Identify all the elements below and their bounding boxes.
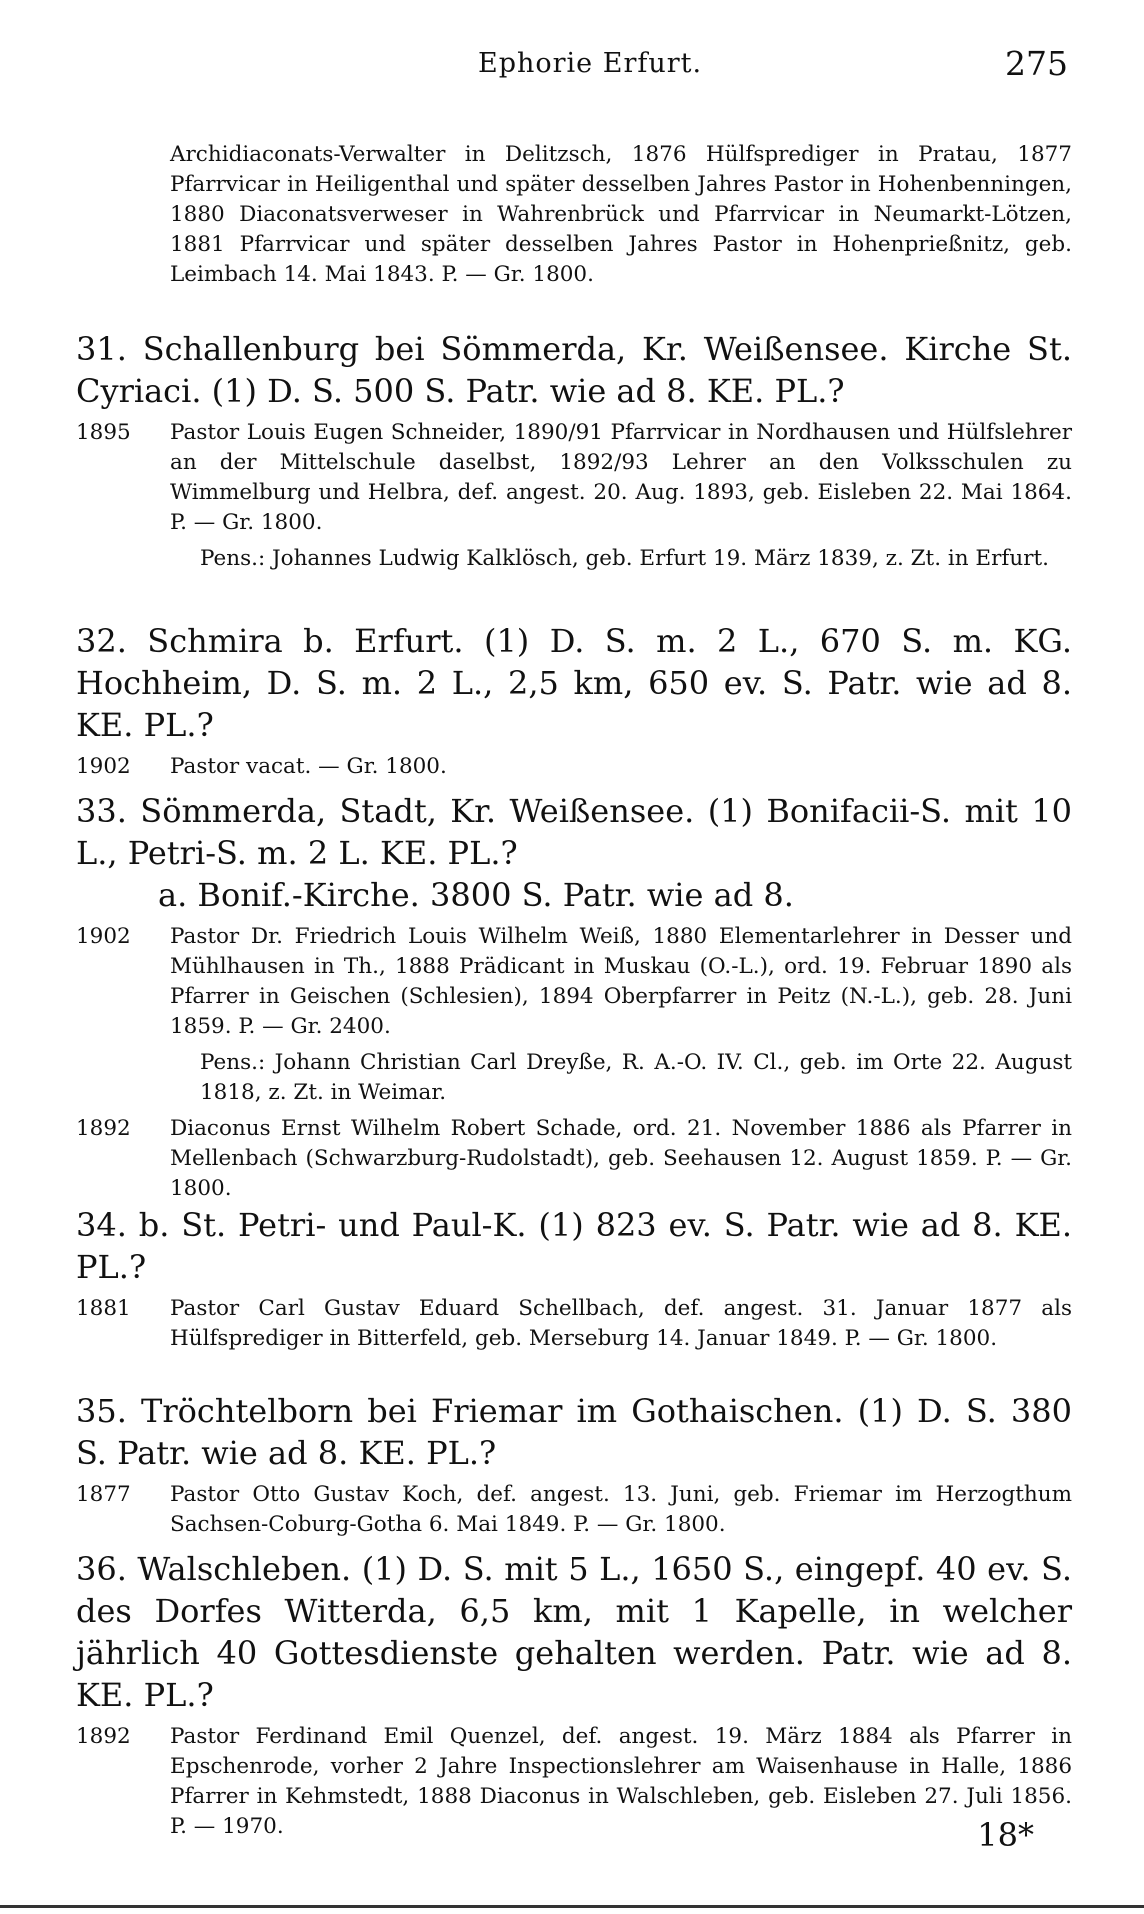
section-33-entry-2: 1892 Diaconus Ernst Wilhelm Robert Schade, ord. 21. November 1886 als Pfarrer in Mellenbach (Schwarzburg-Rudolstadt), geb. Seehausen 12. August 1859. P. — Gr. 1800. [76, 1116, 1072, 1201]
section-35-entry: 1877 Pastor Otto Gustav Koch, def. angest. 13. Juni, geb. Friemar im Herzogthum Sachsen-Coburg-Gotha 6. Mai 1849. P. — Gr. 1800. [76, 1482, 1072, 1537]
section-31-pensioner: Pens.: Johannes Ludwig Kalklösch, geb. Erfurt 19. März 1839, z. Zt. in Erfurt. [200, 546, 1049, 571]
section-33-entry-1: 1902 Pastor Dr. Friedrich Louis Wilhelm Weiß, 1880 Elementarlehrer in Desser und Mühlhausen in Th., 1888 Prädicant in Muskau (O.-L.), ord. 19. Februar 1890 als Pfarrer in Geischen (Schlesien), 1894 Oberpfarrer in Peitz (N.-L.), geb. 28. Juni 1859. P. — Gr. 2400. [76, 924, 1072, 1039]
section-35-heading: 35. Tröchtelborn bei Friemar im Gothaischen. (1) D. S. 380 S. Patr. wie ad 8. KE. PL.? [76, 1392, 1072, 1472]
section-33-pensioner: Pens.: Johann Christian Carl Dreyße, R. A.-O. IV. Cl., geb. im Orte 22. August 1818, z. Zt. in Weimar. [200, 1050, 1072, 1105]
section-31 [76, 328, 1072, 574]
running-head: Ephorie Erfurt. [478, 48, 703, 79]
section-32 [76, 620, 1072, 782]
section-36-entry: 1892 Pastor Ferdinand Emil Quenzel, def. angest. 19. März 1884 als Pfarrer in Epschenrode, vorher 2 Jahre Inspectionslehrer am Waisenhause in Halle, 1886 Pfarrer in Kehmstedt, 1888 Diaconus in Walschleben, geb. Eisleben 27. Juli 1856. P. — 1970. [76, 1724, 1072, 1839]
entry-year: 1902 [76, 754, 131, 779]
section-32-heading: 32. Schmira b. Erfurt. (1) D. S. m. 2 L., 670 S. m. KG. Hochheim, D. S. m. 2 L., 2,5 km, 650 ev. S. Patr. wie ad 8. KE. PL.? [76, 622, 1072, 744]
printer-signature: 18* [977, 1816, 1034, 1854]
section-31-heading: 31. Schallenburg bei Sömmerda, Kr. Weißensee. Kirche St. Cyriaci. (1) D. S. 500 S. Patr. wie ad 8. KE. PL.? [76, 330, 1072, 410]
section-34 [76, 1204, 1072, 1354]
entry-year: 1902 [76, 924, 131, 949]
bottom-rule [0, 1905, 1144, 1908]
section-36-heading: 36. Walschleben. (1) D. S. mit 5 L., 1650 S., eingepf. 40 ev. S. des Dorfes Witterda, 6,5 km, mit 1 Kapelle, in welcher jährlich 40 Gottesdienste gehalten werden. Patr. wie ad 8. KE. PL.? [76, 1550, 1072, 1714]
section-34-heading: 34. b. St. Petri- und Paul-K. (1) 823 ev. S. Patr. wie ad 8. KE. PL.? [76, 1206, 1072, 1286]
page-number: 275 [1005, 44, 1068, 83]
section-34-entry: 1881 Pastor Carl Gustav Eduard Schellbach, def. angest. 31. Januar 1877 als Hülfsprediger in Bitterfeld, geb. Merseburg 14. Januar 1849. P. — Gr. 1800. [76, 1296, 1072, 1351]
entry-year: 1895 [76, 420, 131, 445]
section-31-entry: 1895 Pastor Louis Eugen Schneider, 1890/91 Pfarrvicar in Nordhausen und Hülfslehrer an der Mittelschule daselbst, 1892/93 Lehrer an den Volksschulen zu Wimmelburg und Helbra, def. angest. 20. Aug. 1893, geb. Eisleben 22. Mai 1864. P. — Gr. 1800. [76, 420, 1072, 535]
section-33 [76, 790, 1072, 1204]
entry-year: 1881 [76, 1296, 131, 1321]
entry-year: 1877 [76, 1482, 131, 1507]
section-33-subheading: a. Bonif.-Kirche. 3800 S. Patr. wie ad 8. [158, 876, 794, 914]
section-32-entry: 1902 Pastor vacat. — Gr. 1800. [170, 752, 1072, 782]
entry-year: 1892 [76, 1116, 131, 1141]
section-36 [76, 1548, 1072, 1842]
section-33-heading: 33. Sömmerda, Stadt, Kr. Weißensee. (1) Bonifacii-S. mit 10 L., Petri-S. m. 2 L. KE. PL.? [76, 792, 1072, 872]
entry-year: 1892 [76, 1724, 131, 1749]
section-35 [76, 1390, 1072, 1540]
continuation-paragraph: Archidiaconats-Verwalter in Delitzsch, 1876 Hülfsprediger in Pratau, 1877 Pfarrvicar in Heiligenthal und später desselben Jahres Pastor in Hohenbenningen, 1880 Diaconatsverweser in Wahrenbrück und Pfarrvicar in Neumarkt-Lötzen, 1881 Pfarrvicar und später desselben Jahres Pastor in Hohenprießnitz, geb. Leimbach 14. Mai 1843. P. — Gr. 1800. [170, 142, 1072, 287]
